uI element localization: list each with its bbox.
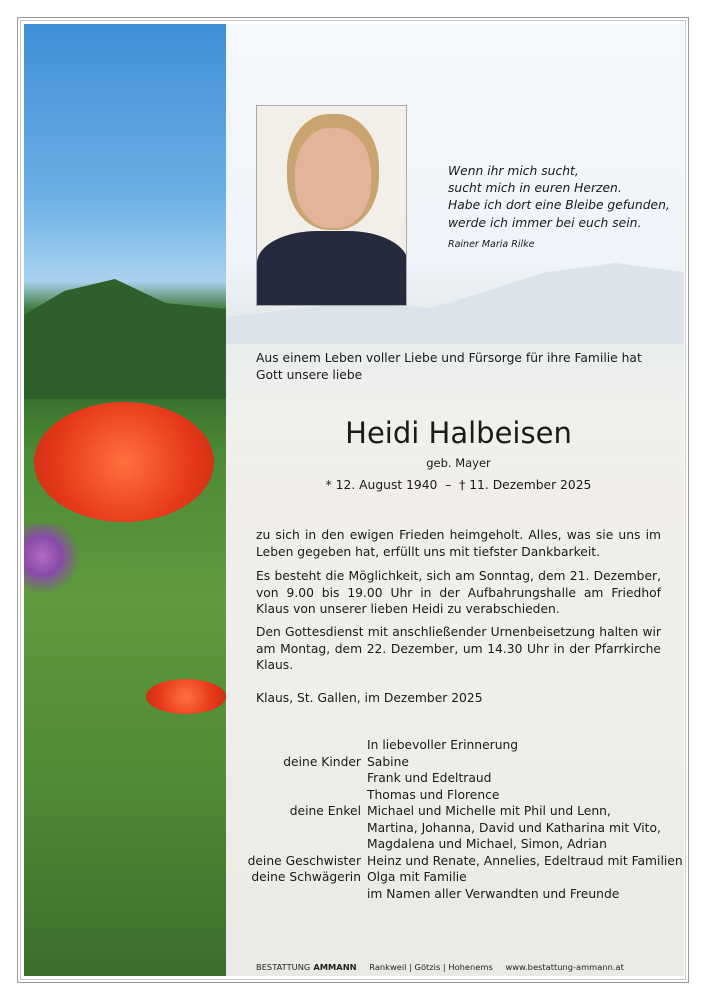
family-row: [180, 869, 683, 886]
maiden-name: geb. Mayer: [426, 456, 491, 470]
family-row: [180, 803, 683, 820]
deceased-name: Heidi Halbeisen: [345, 416, 572, 450]
family-names: In liebevoller Erinnerung: [367, 738, 519, 752]
quote-block: [448, 163, 670, 253]
footer-locations: Rankweil | Götzis | Hohenems: [369, 962, 493, 972]
family-label: deine Enkel: [289, 804, 361, 818]
poppy-small: [146, 679, 226, 714]
paragraph: Den Gottesdienst mit anschließender Urnenbeisetzung halten wir am Montag, dem 22. Dezember, um 14.30 Uhr in der Pfarrkirche Klaus.: [256, 625, 661, 672]
family-label: [180, 820, 367, 837]
family-names: Thomas und Florence: [367, 787, 500, 802]
family-label: [180, 836, 367, 853]
funeral-home-brand: BESTATTUNG AMMANN: [256, 962, 357, 972]
family-label: deine Schwägerin: [251, 870, 361, 884]
family-row: [180, 886, 683, 903]
paragraph: Es besteht die Möglichkeit, sich am Sonntag, dem 21. Dezember, von 9.00 bis 19.00 Uhr in der Aufbahrungshalle am Friedhof Klaus von unserer lieben Heidi zu verabschieden.: [256, 569, 661, 616]
family-names: Frank und Edeltraud: [367, 771, 492, 785]
family-label: [180, 886, 367, 903]
quote-line: Wenn ihr mich sucht,: [448, 164, 579, 178]
quote-line: werde ich immer bei euch sein.: [448, 215, 642, 230]
family-label: [180, 787, 367, 804]
family-label: [180, 770, 367, 787]
family-names: im Namen aller Verwandten und Freunde: [367, 886, 620, 901]
poppy-large: [34, 402, 214, 522]
family-names: Sabine: [367, 754, 409, 769]
footer: [256, 962, 634, 972]
family-row: [180, 853, 683, 870]
family-label: deine Geschwister: [247, 853, 361, 868]
intro-text: Aus einem Leben voller Liebe und Fürsorge für ihre Familie hat Gott unsere liebe: [256, 351, 642, 382]
family-names: Michael und Michelle mit Phil und Lenn,: [367, 804, 611, 818]
family-row: [180, 820, 683, 837]
place-date: Klaus, St. Gallen, im Dezember 2025: [256, 691, 483, 705]
quote-author: Rainer Maria Rilke: [448, 238, 535, 250]
family-row: [180, 754, 683, 771]
family-names: Olga mit Familie: [367, 870, 467, 884]
hill-shape: [24, 279, 226, 399]
paragraph: zu sich in den ewigen Frieden heimgeholt. Alles, was sie uns im Leben gegeben hat, erfüllt uns mit tiefster Dankbarkeit.: [256, 528, 661, 559]
portrait-photo: [256, 105, 407, 306]
life-dates: * 12. August 1940 – † 11. Dezember 2025: [325, 478, 592, 492]
family-row: [180, 770, 683, 787]
family-names: Heinz und Renate, Annelies, Edeltraud mit Familien: [367, 853, 683, 868]
family-names: Magdalena und Michael, Simon, Adrian: [367, 837, 607, 851]
family-label: deine Kinder: [283, 754, 361, 769]
family-label: [180, 737, 367, 754]
family-row: [180, 836, 683, 853]
quote-line: Habe ich dort eine Bleibe gefunden,: [448, 198, 670, 213]
family-row: [180, 737, 683, 754]
purple-flowers: [24, 524, 84, 604]
quote-line: sucht mich in euren Herzen.: [448, 181, 622, 196]
family-names: Martina, Johanna, David und Katharina mit Vito,: [367, 820, 661, 835]
family-row: [180, 787, 683, 804]
family-list: [180, 737, 683, 902]
footer-url[interactable]: www.bestattung-ammann.at: [505, 962, 624, 972]
